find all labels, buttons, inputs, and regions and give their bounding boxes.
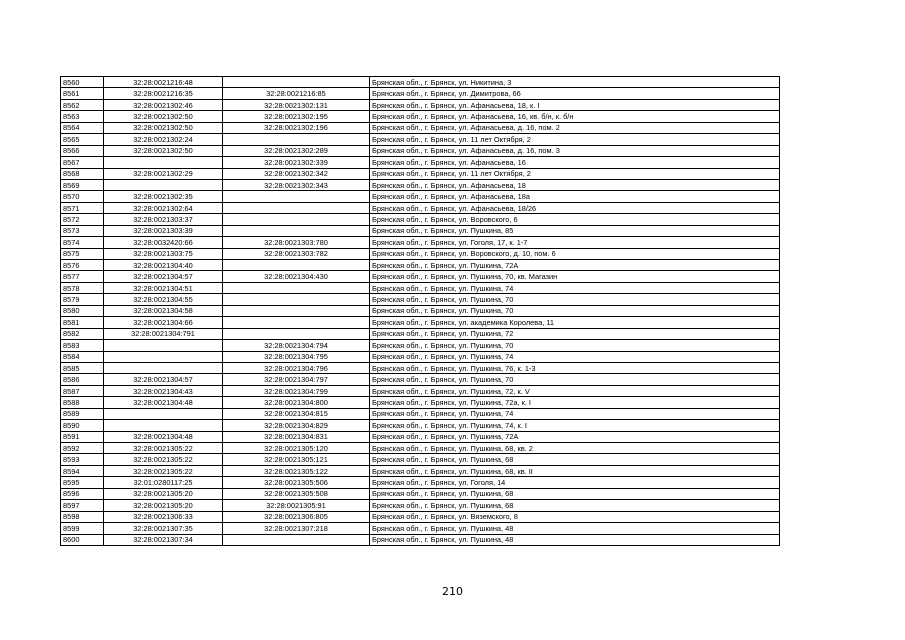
land-cadastral-number-cell <box>104 179 223 190</box>
address-cell: Брянская обл., г. Брянск, ул. Никитина, 3 <box>370 77 780 88</box>
address-cell: Брянская обл., г. Брянск, ул. Воровского, д. 10, пом. 6 <box>370 248 780 259</box>
address-cell: Брянская обл., г. Брянск, ул. Пушкина, 72 <box>370 328 780 339</box>
row-number-cell: 8571 <box>61 202 104 213</box>
land-cadastral-number-cell: 32:28:0021302:50 <box>104 145 223 156</box>
row-number-cell: 8564 <box>61 122 104 133</box>
address-cell: Брянская обл., г. Брянск, ул. Воровского, 6 <box>370 214 780 225</box>
table-row <box>61 237 780 248</box>
object-cadastral-number-cell <box>223 191 370 202</box>
row-number-cell: 8600 <box>61 534 104 545</box>
row-number-cell: 8575 <box>61 248 104 259</box>
land-cadastral-number-cell: 32:28:0021302:50 <box>104 122 223 133</box>
address-cell: Брянская обл., г. Брянск, ул. Афанасьева, 16 <box>370 157 780 168</box>
land-cadastral-number-cell: 32:28:0021304:791 <box>104 328 223 339</box>
row-number-cell: 8563 <box>61 111 104 122</box>
row-number-cell: 8579 <box>61 294 104 305</box>
object-cadastral-number-cell: 32:28:0021305:122 <box>223 465 370 476</box>
land-cadastral-number-cell: 32:28:0021307:34 <box>104 534 223 545</box>
land-cadastral-number-cell: 32:28:0021305:22 <box>104 465 223 476</box>
land-cadastral-number-cell <box>104 351 223 362</box>
address-cell: Брянская обл., г. Брянск, ул. 11 лет Октября, 2 <box>370 168 780 179</box>
address-cell: Брянская обл., г. Брянск, ул. Афанасьева, д. 16, пом. 2 <box>370 122 780 133</box>
land-cadastral-number-cell: 32:28:0021303:75 <box>104 248 223 259</box>
object-cadastral-number-cell: 32:28:0021305:91 <box>223 500 370 511</box>
object-cadastral-number-cell <box>223 134 370 145</box>
table-row <box>61 385 780 396</box>
row-number-cell: 8598 <box>61 511 104 522</box>
land-cadastral-number-cell: 32:28:0021302:35 <box>104 191 223 202</box>
row-number-cell: 8588 <box>61 397 104 408</box>
address-cell: Брянская обл., г. Брянск, ул. Пушкина, 85 <box>370 225 780 236</box>
land-cadastral-number-cell <box>104 420 223 431</box>
land-cadastral-number-cell: 32:28:0021304:48 <box>104 397 223 408</box>
table-row <box>61 362 780 373</box>
land-cadastral-number-cell: 32:28:0021216:48 <box>104 77 223 88</box>
object-cadastral-number-cell <box>223 534 370 545</box>
table-row <box>61 202 780 213</box>
address-cell: Брянская обл., г. Брянск, ул. Афанасьева, д. 16, пом. 3 <box>370 145 780 156</box>
object-cadastral-number-cell: 32:28:0021305:506 <box>223 477 370 488</box>
object-cadastral-number-cell: 32:28:0021304:799 <box>223 385 370 396</box>
object-cadastral-number-cell: 32:28:0021302:343 <box>223 179 370 190</box>
object-cadastral-number-cell: 32:28:0021302:339 <box>223 157 370 168</box>
table-row <box>61 260 780 271</box>
object-cadastral-number-cell: 32:28:0021306:805 <box>223 511 370 522</box>
table-row <box>61 374 780 385</box>
table-row <box>61 511 780 522</box>
row-number-cell: 8587 <box>61 385 104 396</box>
address-cell: Брянская обл., г. Брянск, ул. Пушкина, 70 <box>370 305 780 316</box>
row-number-cell: 8592 <box>61 443 104 454</box>
object-cadastral-number-cell: 32:28:0021304:815 <box>223 408 370 419</box>
object-cadastral-number-cell: 32:28:0021302:131 <box>223 99 370 110</box>
table-row <box>61 225 780 236</box>
object-cadastral-number-cell: 32:28:0021304:800 <box>223 397 370 408</box>
address-cell: Брянская обл., г. Брянск, ул. Пушкина, 68, кв. 2 <box>370 443 780 454</box>
table-row <box>61 420 780 431</box>
table-row <box>61 465 780 476</box>
land-cadastral-number-cell: 32:28:0021304:57 <box>104 271 223 282</box>
address-cell: Брянская обл., г. Брянск, ул. Пушкина, 70 <box>370 294 780 305</box>
object-cadastral-number-cell: 32:28:0021305:508 <box>223 488 370 499</box>
table-row <box>61 477 780 488</box>
object-cadastral-number-cell: 32:28:0021304:797 <box>223 374 370 385</box>
table-row <box>61 351 780 362</box>
row-number-cell: 8591 <box>61 431 104 442</box>
row-number-cell: 8561 <box>61 88 104 99</box>
row-number-cell: 8593 <box>61 454 104 465</box>
object-cadastral-number-cell: 32:28:0021304:831 <box>223 431 370 442</box>
land-cadastral-number-cell: 32:28:0021305:20 <box>104 488 223 499</box>
object-cadastral-number-cell: 32:28:0021302:342 <box>223 168 370 179</box>
row-number-cell: 8570 <box>61 191 104 202</box>
land-cadastral-number-cell: 32:28:0021302:24 <box>104 134 223 145</box>
land-cadastral-number-cell: 32:28:0021305:22 <box>104 443 223 454</box>
row-number-cell: 8574 <box>61 237 104 248</box>
address-cell: Брянская обл., г. Брянск, ул. Афанасьева, 18/26 <box>370 202 780 213</box>
address-cell: Брянская обл., г. Брянск, ул. академика Королева, 11 <box>370 317 780 328</box>
table-row <box>61 523 780 534</box>
table-row <box>61 271 780 282</box>
table-row <box>61 214 780 225</box>
address-cell: Брянская обл., г. Брянск, ул. Пушкина, 76, к. 1-3 <box>370 362 780 373</box>
land-cadastral-number-cell: 32:28:0021216:35 <box>104 88 223 99</box>
object-cadastral-number-cell <box>223 294 370 305</box>
land-cadastral-number-cell: 32:28:0021305:22 <box>104 454 223 465</box>
row-number-cell: 8597 <box>61 500 104 511</box>
table-row <box>61 145 780 156</box>
row-number-cell: 8589 <box>61 408 104 419</box>
table-row <box>61 122 780 133</box>
object-cadastral-number-cell <box>223 77 370 88</box>
address-cell: Брянская обл., г. Брянск, ул. Пушкина, 68 <box>370 488 780 499</box>
cadastral-table-body <box>61 77 780 546</box>
land-cadastral-number-cell: 32:28:0021303:37 <box>104 214 223 225</box>
object-cadastral-number-cell: 32:28:0021302:289 <box>223 145 370 156</box>
address-cell: Брянская обл., г. Брянск, ул. Пушкина, 74 <box>370 351 780 362</box>
row-number-cell: 8599 <box>61 523 104 534</box>
land-cadastral-number-cell <box>104 408 223 419</box>
table-row <box>61 88 780 99</box>
table-row <box>61 191 780 202</box>
object-cadastral-number-cell: 32:28:0021302:195 <box>223 111 370 122</box>
address-cell: Брянская обл., г. Брянск, ул. Пушкина, 70 <box>370 340 780 351</box>
row-number-cell: 8583 <box>61 340 104 351</box>
land-cadastral-number-cell: 32:28:0021305:20 <box>104 500 223 511</box>
table-row <box>61 99 780 110</box>
land-cadastral-number-cell: 32:28:0021304:57 <box>104 374 223 385</box>
object-cadastral-number-cell: 32:28:0021303:780 <box>223 237 370 248</box>
address-cell: Брянская обл., г. Брянск, ул. Пушкина, 72а, к. I <box>370 397 780 408</box>
land-cadastral-number-cell: 32:28:0021304:58 <box>104 305 223 316</box>
table-row <box>61 534 780 545</box>
row-number-cell: 8562 <box>61 99 104 110</box>
address-cell: Брянская обл., г. Брянск, ул. Пушкина, 70, кв. Магазин <box>370 271 780 282</box>
object-cadastral-number-cell <box>223 214 370 225</box>
land-cadastral-number-cell: 32:28:0021304:48 <box>104 431 223 442</box>
table-row <box>61 443 780 454</box>
row-number-cell: 8560 <box>61 77 104 88</box>
land-cadastral-number-cell: 32:28:0021304:51 <box>104 282 223 293</box>
table-row <box>61 340 780 351</box>
address-cell: Брянская обл., г. Брянск, ул. Пушкина, 68, кв. II <box>370 465 780 476</box>
row-number-cell: 8576 <box>61 260 104 271</box>
table-row <box>61 454 780 465</box>
address-cell: Брянская обл., г. Брянск, ул. Пушкина, 74 <box>370 408 780 419</box>
table-row <box>61 328 780 339</box>
table-row <box>61 168 780 179</box>
table-row <box>61 431 780 442</box>
object-cadastral-number-cell <box>223 317 370 328</box>
land-cadastral-number-cell: 32:28:0021304:55 <box>104 294 223 305</box>
row-number-cell: 8580 <box>61 305 104 316</box>
address-cell: Брянская обл., г. Брянск, ул. Пушкина, 68 <box>370 500 780 511</box>
row-number-cell: 8578 <box>61 282 104 293</box>
row-number-cell: 8573 <box>61 225 104 236</box>
table-row <box>61 77 780 88</box>
land-cadastral-number-cell: 32:28:0021302:50 <box>104 111 223 122</box>
address-cell: Брянская обл., г. Брянск, ул. Пушкина, 48 <box>370 534 780 545</box>
table-row <box>61 500 780 511</box>
object-cadastral-number-cell <box>223 225 370 236</box>
address-cell: Брянская обл., г. Брянск, ул. Афанасьева, 18, к. I <box>370 99 780 110</box>
table-row <box>61 111 780 122</box>
address-cell: Брянская обл., г. Брянск, ул. 11 лет Октября, 2 <box>370 134 780 145</box>
table-row <box>61 282 780 293</box>
table-row <box>61 397 780 408</box>
object-cadastral-number-cell: 32:28:0021303:782 <box>223 248 370 259</box>
object-cadastral-number-cell: 32:28:0021304:794 <box>223 340 370 351</box>
object-cadastral-number-cell: 32:28:0021305:120 <box>223 443 370 454</box>
land-cadastral-number-cell: 32:28:0021306:33 <box>104 511 223 522</box>
land-cadastral-number-cell: 32:28:0021302:29 <box>104 168 223 179</box>
object-cadastral-number-cell: 32:28:0021304:829 <box>223 420 370 431</box>
address-cell: Брянская обл., г. Брянск, ул. Пушкина, 74, к. I <box>370 420 780 431</box>
object-cadastral-number-cell <box>223 305 370 316</box>
row-number-cell: 8585 <box>61 362 104 373</box>
row-number-cell: 8572 <box>61 214 104 225</box>
land-cadastral-number-cell <box>104 362 223 373</box>
row-number-cell: 8577 <box>61 271 104 282</box>
row-number-cell: 8590 <box>61 420 104 431</box>
object-cadastral-number-cell <box>223 260 370 271</box>
land-cadastral-number-cell: 32:28:0021304:66 <box>104 317 223 328</box>
land-cadastral-number-cell: 32:28:0032420:66 <box>104 237 223 248</box>
table-row <box>61 305 780 316</box>
land-cadastral-number-cell <box>104 340 223 351</box>
address-cell: Брянская обл., г. Брянск, ул. Пушкина, 72, к. V <box>370 385 780 396</box>
object-cadastral-number-cell: 32:28:0021302:196 <box>223 122 370 133</box>
table-row <box>61 294 780 305</box>
object-cadastral-number-cell: 32:28:0021304:430 <box>223 271 370 282</box>
row-number-cell: 8586 <box>61 374 104 385</box>
row-number-cell: 8596 <box>61 488 104 499</box>
address-cell: Брянская обл., г. Брянск, ул. Димитрова, 66 <box>370 88 780 99</box>
table-row <box>61 134 780 145</box>
object-cadastral-number-cell: 32:28:0021216:85 <box>223 88 370 99</box>
address-cell: Брянская обл., г. Брянск, ул. Пушкина, 48 <box>370 523 780 534</box>
object-cadastral-number-cell: 32:28:0021305:121 <box>223 454 370 465</box>
object-cadastral-number-cell <box>223 202 370 213</box>
address-cell: Брянская обл., г. Брянск, ул. Гоголя, 17, к. 1-7 <box>370 237 780 248</box>
row-number-cell: 8581 <box>61 317 104 328</box>
address-cell: Брянская обл., г. Брянск, ул. Пушкина, 72А <box>370 431 780 442</box>
address-cell: Брянская обл., г. Брянск, ул. Гоголя, 14 <box>370 477 780 488</box>
row-number-cell: 8568 <box>61 168 104 179</box>
address-cell: Брянская обл., г. Брянск, ул. Афанасьева, 18 <box>370 179 780 190</box>
land-cadastral-number-cell: 32:28:0021304:43 <box>104 385 223 396</box>
page-number: 210 <box>442 585 463 598</box>
land-cadastral-number-cell <box>104 157 223 168</box>
object-cadastral-number-cell: 32:28:0021307:218 <box>223 523 370 534</box>
table-row <box>61 408 780 419</box>
land-cadastral-number-cell: 32:28:0021307:35 <box>104 523 223 534</box>
address-cell: Брянская обл., г. Брянск, ул. Пушкина, 70 <box>370 374 780 385</box>
land-cadastral-number-cell: 32:28:0021303:39 <box>104 225 223 236</box>
table-row <box>61 248 780 259</box>
land-cadastral-number-cell: 32:01:0280117:25 <box>104 477 223 488</box>
row-number-cell: 8595 <box>61 477 104 488</box>
row-number-cell: 8567 <box>61 157 104 168</box>
address-cell: Брянская обл., г. Брянск, ул. Пушкина, 74 <box>370 282 780 293</box>
address-cell: Брянская обл., г. Брянск, ул. Афанасьева, 16, кв. б/н, к. б/н <box>370 111 780 122</box>
table-row <box>61 179 780 190</box>
address-cell: Брянская обл., г. Брянск, ул. Вяземского, 8 <box>370 511 780 522</box>
row-number-cell: 8569 <box>61 179 104 190</box>
table-row <box>61 317 780 328</box>
cadastral-table <box>60 76 780 546</box>
row-number-cell: 8584 <box>61 351 104 362</box>
address-cell: Брянская обл., г. Брянск, ул. Пушкина, 68 <box>370 454 780 465</box>
row-number-cell: 8594 <box>61 465 104 476</box>
row-number-cell: 8582 <box>61 328 104 339</box>
land-cadastral-number-cell: 32:28:0021304:40 <box>104 260 223 271</box>
land-cadastral-number-cell: 32:28:0021302:64 <box>104 202 223 213</box>
object-cadastral-number-cell <box>223 282 370 293</box>
address-cell: Брянская обл., г. Брянск, ул. Афанасьева, 18а <box>370 191 780 202</box>
table-row <box>61 157 780 168</box>
address-cell: Брянская обл., г. Брянск, ул. Пушкина, 72А <box>370 260 780 271</box>
row-number-cell: 8565 <box>61 134 104 145</box>
object-cadastral-number-cell: 32:28:0021304:796 <box>223 362 370 373</box>
table-row <box>61 488 780 499</box>
object-cadastral-number-cell: 32:28:0021304:795 <box>223 351 370 362</box>
object-cadastral-number-cell <box>223 328 370 339</box>
land-cadastral-number-cell: 32:28:0021302:46 <box>104 99 223 110</box>
row-number-cell: 8566 <box>61 145 104 156</box>
